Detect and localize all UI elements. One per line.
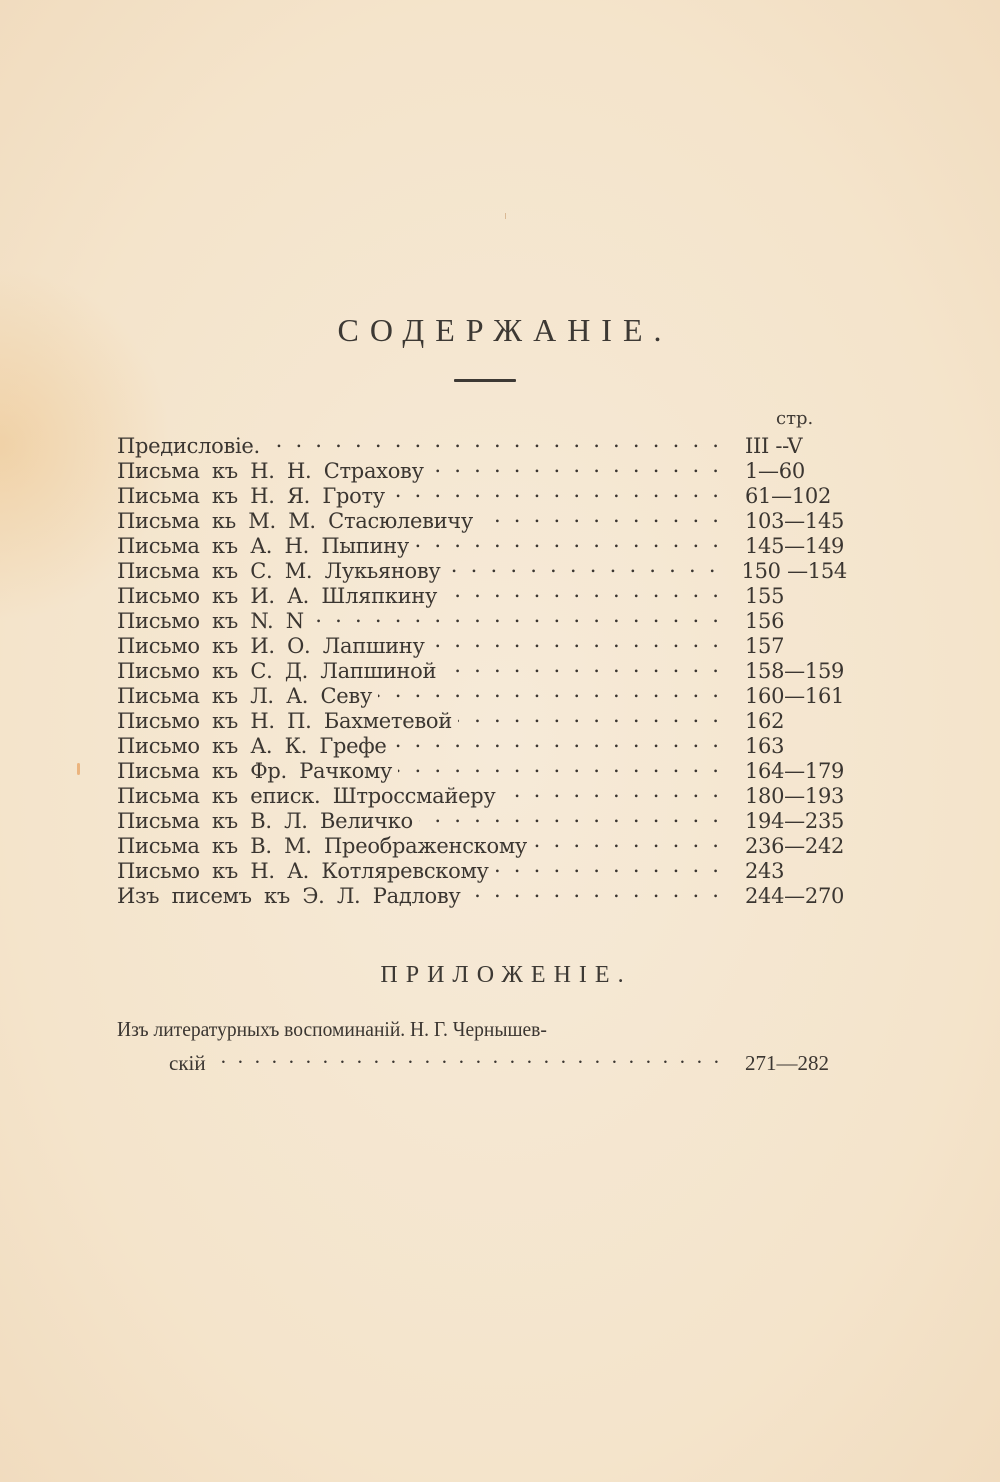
toc-entry-label: Письмо къ А. К. Грефе	[117, 734, 387, 758]
toc-entry-label: Письмо къ Н. А. Котляревскому	[117, 859, 489, 883]
toc-entry-pages: 61—102	[745, 484, 832, 508]
toc-entry-label: Письмо къ И. О. Лапшину	[117, 634, 425, 658]
toc-entry-pages: 194—235	[745, 809, 845, 833]
toc-entry-label: Письмо къ N. N	[117, 609, 304, 633]
toc-entry	[117, 428, 847, 458]
toc-entry-label: Письма къ С. М. Лукьянову	[117, 559, 441, 583]
dot-leader	[378, 678, 719, 703]
toc-entry-pages: 180—193	[745, 784, 845, 808]
dot-leader	[446, 553, 715, 578]
toc-entry-label: Письмо къ Н. П. Бахметевой	[117, 709, 452, 733]
toc-entry-label: Изъ писемъ къ Э. Л. Радлову	[117, 884, 461, 908]
dot-leader	[443, 578, 719, 603]
appendix-title: ПРИЛОЖЕНІЕ.	[380, 962, 632, 988]
dot-leader	[495, 853, 719, 878]
dot-leader	[442, 653, 719, 678]
paper-speck	[505, 213, 506, 219]
toc-entry-pages: III --V	[745, 434, 803, 458]
dot-leader	[391, 478, 719, 503]
toc-entry-pages: 156	[745, 609, 785, 633]
dot-leader	[458, 703, 719, 728]
dot-leader	[220, 1042, 719, 1070]
toc-entry-pages: 162	[745, 709, 785, 733]
toc-entry-label: Письма къ еписк. Штроссмайеру	[117, 784, 496, 808]
appendix-entry-label-line1: Изъ литературныхъ воспоминаній. Н. Г. Чернышев-	[117, 1017, 547, 1041]
dot-leader	[415, 528, 719, 553]
dot-leader	[393, 728, 719, 753]
title-rule	[454, 379, 516, 382]
page-column-label: стр.	[776, 408, 814, 429]
toc-entry-pages: 244—270	[745, 884, 845, 908]
appendix-entry-pages: 271—282	[745, 1051, 829, 1075]
toc-entry-pages: 236—242	[745, 834, 845, 858]
dot-leader	[533, 828, 719, 853]
toc-entry-label: Письма къ А. Н. Пыпину	[117, 534, 409, 558]
paper-stain	[77, 763, 80, 775]
toc-entry-pages: 158—159	[745, 659, 845, 683]
toc-entry-label: Письмо къ С. Д. Лапшиной	[117, 659, 437, 683]
toc-entry-label: Письма къ Фр. Рачкому	[117, 759, 393, 783]
toc-entry-label: Предисловіе.	[117, 434, 260, 458]
toc-entry-label: Письма къ Н. Я. Гроту	[117, 484, 385, 508]
dot-leader	[310, 603, 719, 628]
dot-leader	[430, 453, 719, 478]
page-title: СОДЕРЖАНІЕ.	[337, 312, 673, 348]
dot-leader	[501, 778, 719, 803]
table-of-contents	[117, 428, 847, 908]
dot-leader	[398, 753, 719, 778]
appendix-entry-label-line2: скій	[169, 1051, 206, 1075]
toc-entry-pages: 243	[745, 859, 785, 883]
dot-leader	[266, 428, 719, 453]
toc-entry-pages: 157	[745, 634, 785, 658]
toc-entry-pages: 145—149	[745, 534, 845, 558]
dot-leader	[479, 503, 719, 528]
dot-leader	[419, 803, 719, 828]
toc-entry-pages: 164—179	[745, 759, 845, 783]
appendix-entry-line2	[117, 1042, 847, 1075]
toc-entry-pages: 1—60	[745, 459, 805, 483]
dot-leader	[466, 878, 719, 903]
toc-entry-label: Письма къ Л. А. Севу	[117, 684, 372, 708]
toc-entry-pages: 103—145	[745, 509, 845, 533]
toc-entry-label: Письмо къ И. А. Шляпкину	[117, 584, 438, 608]
toc-entry-pages: 155	[745, 584, 785, 608]
dot-leader	[431, 628, 719, 653]
toc-entry-pages: 163	[745, 734, 785, 758]
toc-entry-label: Письма къ Н. Н. Страхову	[117, 459, 424, 483]
toc-entry-label: Письма къ В. М. Преображенскому	[117, 834, 527, 858]
appendix-entry	[117, 1017, 847, 1075]
toc-entry-label: Письма къ В. Л. Величко	[117, 809, 413, 833]
toc-entry-pages: 150 —154	[741, 559, 847, 583]
toc-entry-label: Письма кь М. М. Стасюлевичу	[117, 509, 473, 533]
toc-entry-pages: 160—161	[745, 684, 845, 708]
